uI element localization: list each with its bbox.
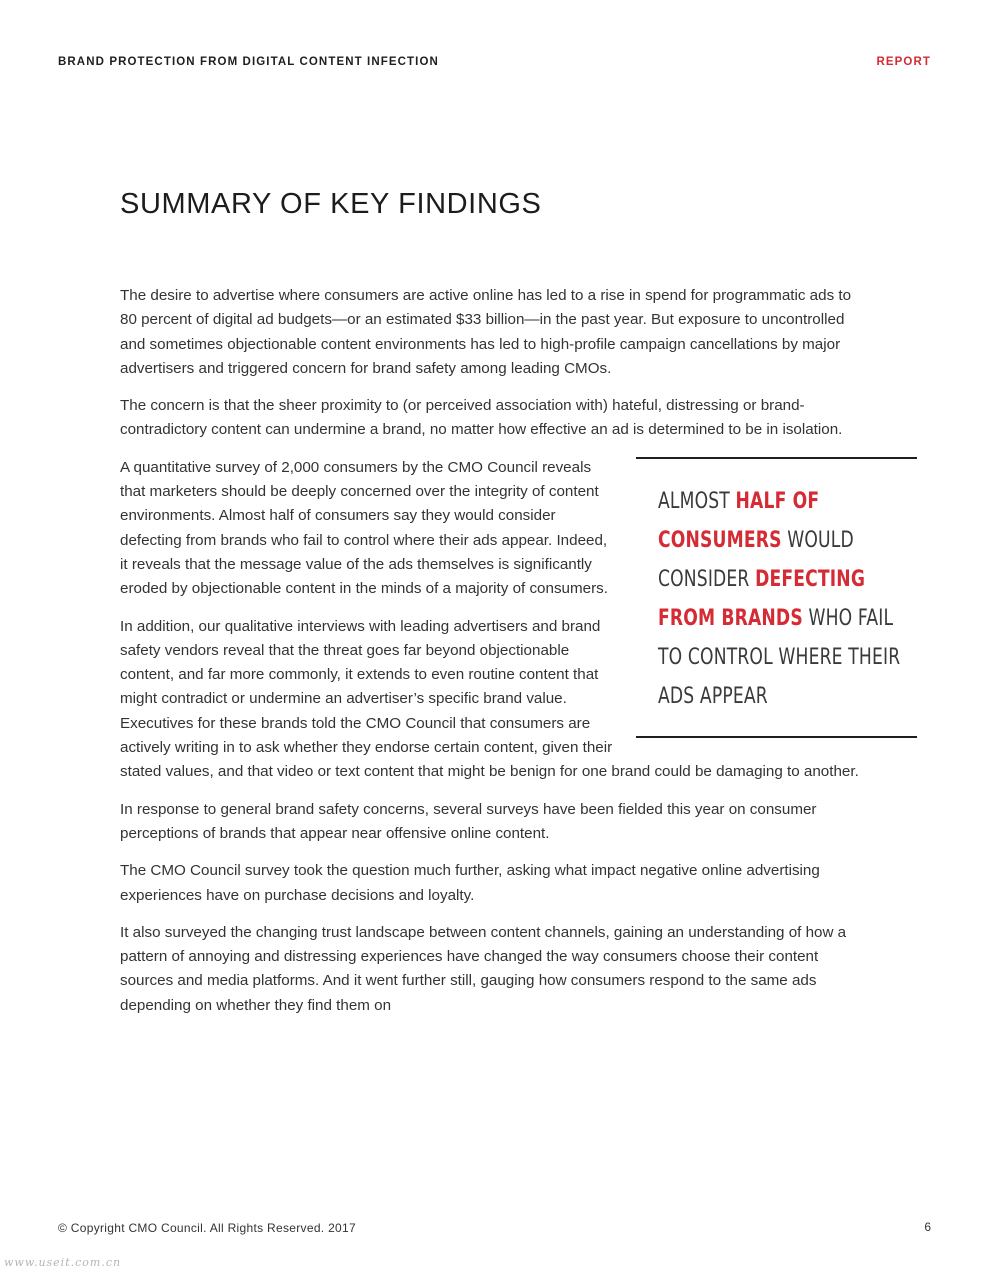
paragraph-7: It also surveyed the changing trust landscape between content channels, gaining an understanding of how a pattern of annoying and distressing experiences have changed the way consumers choose their content sources and media platforms. And it went further still, gauging how consumers respond to the same ads depending on whether they find them on (120, 923, 847, 1014)
paragraph-1: The desire to advertise where consumers are active online has led to a rise in spend for programmatic ads to 80 percent of digital ad budgets—or an estimated $33 billion—in the past year. But exposure to uncontrolled and sometimes objectionable content environments has led to high-profile campaign cancellations by major advertisers and triggered concern for brand safety among leading CMOs. (120, 287, 852, 377)
page-header (58, 56, 931, 72)
document-title: BRAND PROTECTION FROM DIGITAL CONTENT INFECTION (58, 56, 439, 68)
pull-quote-highlight-1: HALF OF CONSUMERS (658, 488, 820, 553)
pull-quote-part-1: ALMOST (658, 488, 736, 514)
pull-quote-part-3: WHO FAIL TO CONTROL WHERE THEIR ADS APPEAR (658, 605, 901, 709)
pull-quote (636, 457, 917, 738)
paragraph-6: The CMO Council survey took the question much further, asking what impact negative online advertising experiences have on purchase decisions and loyalty. (120, 862, 820, 904)
paragraph-4: In addition, our qualitative interviews with leading advertisers and brand safety vendors reveal that the threat goes far beyond objectionable content, and far more commonly, it extends to even routine content that might contradict or undermine an advertiser’s specific brand value. Executives for these brands told the CMO Council that consumers are actively writing in to ask whether they endorse certain content, given their stated values, and that video or text content that might be benign for one brand could be damaging to another. (120, 617, 859, 781)
pull-quote-part-2: WOULD CONSIDER (658, 527, 854, 592)
watermark: www.useit.com.cn (4, 1256, 122, 1269)
report-label: REPORT (876, 56, 931, 68)
footer-copyright: © Copyright CMO Council. All Rights Reserved. 2017 (58, 1221, 356, 1235)
page-title: SUMMARY OF KEY FINDINGS (120, 188, 542, 220)
pull-quote-highlight-2: DEFECTING FROM BRANDS (658, 566, 866, 631)
paragraph-2: The concern is that the sheer proximity to (or perceived association with) hateful, distressing or brand-contradictory content can undermine a brand, no matter how effective an ad is determined to be in isolation. (120, 397, 843, 439)
page-number: 6 (924, 1220, 931, 1234)
paragraph-5: In response to general brand safety concerns, several surveys have been fielded this year on consumer perceptions of brands that appear near offensive online content. (120, 800, 817, 842)
body-content (120, 284, 901, 1031)
pull-quote-text (658, 482, 917, 716)
paragraph-3: A quantitative survey of 2,000 consumers by the CMO Council reveals that marketers should be deeply concerned over the integrity of content environments. Almost half of consumers say they would consider defecting from brands who fail to control where their ads appear. Indeed, it reveals that the message value of the ads themselves is significantly eroded by objectionable content in the minds of a majority of consumers. (120, 458, 608, 598)
